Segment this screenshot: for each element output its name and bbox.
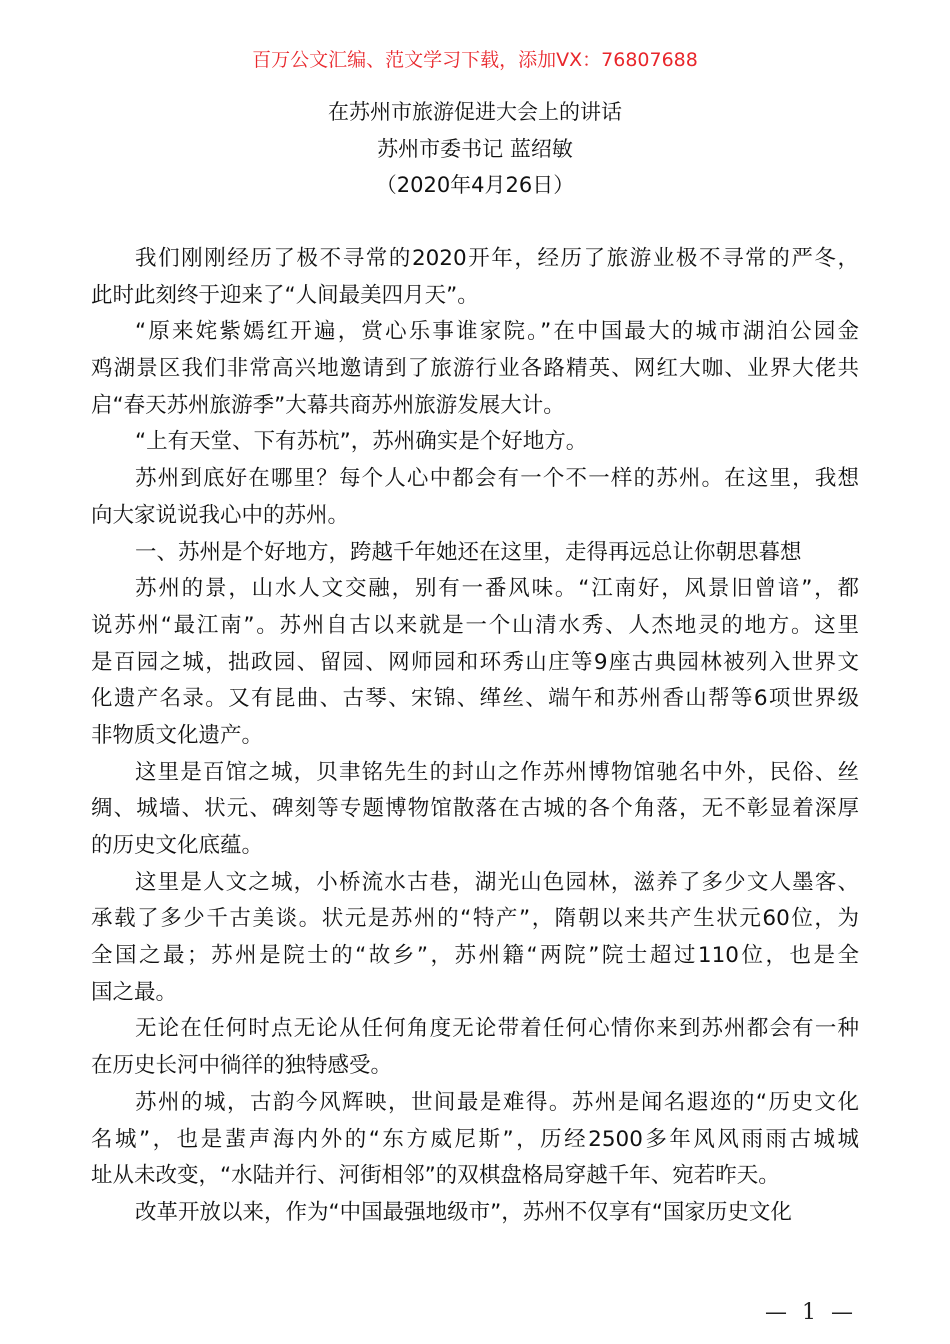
paragraph-line: 非物质文化遗产。 [91,722,264,748]
paragraph [91,424,859,461]
paragraph-line: 一、苏州是个好地方，跨越千年她还在这里，走得再远总让你朝思暮想 [135,539,802,565]
paragraph [91,1011,859,1084]
paragraph-line: 址从未改变，“水陆并行、河街相邻”的双棋盘格局穿越千年、宛若昨天。 [91,1163,780,1189]
paragraph [91,241,859,314]
paragraph-line: 名城”，也是蜚声海内外的“东方威尼斯”，历经2500多年风风雨雨古城城 [91,1126,859,1152]
paragraph-line: 是百园之城，拙政园、留园、网师园和环秀山庄等9座古典园林被列入世界文 [91,649,859,675]
paragraph-line: 此时此刻终于迎来了“人间最美四月天”。 [91,282,479,308]
paragraph-line: 国之最。 [91,979,178,1005]
paragraph-line: 绸、城墙、状元、碑刻等专题博物馆散落在古城的各个角落，无不彰显着深厚 [91,796,859,822]
paragraph [91,314,859,424]
paragraph [91,865,859,1012]
paragraph [91,1195,859,1232]
paragraph [91,1085,859,1195]
paragraph-line: 改革开放以来，作为“中国最强地级市”，苏州不仅享有“国家历史文化 [135,1199,792,1225]
paragraph-line: “原来姹紫嫣红开遍，赏心乐事谁家院。”在中国最大的城市湖泊公园金 [135,319,859,345]
paragraph-line: 无论在任何时点无论从任何角度无论带着任何心情你来到苏州都会有一种 [135,1016,859,1042]
page-number: — 1 — [765,1300,857,1325]
paragraph-line: 鸡湖景区我们非常高兴地邀请到了旅游行业各路精英、网红大咖、业界大佬共 [91,356,859,382]
paragraph-line: 苏州到底好在哪里？每个人心中都会有一个不一样的苏州。在这里，我想 [135,466,859,492]
paragraph-line: 在历史长河中徜徉的独特感受。 [91,1053,393,1079]
document-date: （2020年4月26日） [375,173,575,197]
paragraph-line: 这里是百馆之城，贝聿铭先生的封山之作苏州博物馆驰名中外，民俗、丝 [135,759,859,785]
paragraph-line: 承载了多少千古美谈。状元是苏州的“特产”，隋朝以来共产生状元60位，为 [91,906,859,932]
paragraph-line: 启“春天苏州旅游季”大幕共商苏州旅游发展大计。 [91,392,565,418]
paragraph-line: 苏州的城，古韵今风辉映，世间最是难得。苏州是闻名遐迩的“历史文化 [135,1089,859,1115]
paragraph-line: 苏州的景，山水人文交融，别有一番风味。“江南好，风景旧曾谙”，都 [135,576,859,602]
paragraph-line: 这里是人文之城，小桥流水古巷，湖光山色园林，滋养了多少文人墨客、 [135,869,859,895]
paragraph-line: 化遗产名录。又有昆曲、古琴、宋锦、缂丝、端午和苏州香山帮等6项世界级 [91,686,859,712]
paragraph-line: 的历史文化底蕴。 [91,833,264,858]
paragraph [91,571,859,754]
paragraph-line: 向大家说说我心中的苏州。 [91,502,350,528]
document-title: 在苏州市旅游促进大会上的讲话 [328,100,622,124]
paragraph-line: 我们刚刚经历了极不寻常的2020开年，经历了旅游业极不寻常的严冬， [135,246,859,271]
paragraph [91,755,859,865]
paragraph [91,535,859,572]
paragraph-line: “上有天堂、下有苏杭”，苏州确实是个好地方。 [135,429,588,455]
paragraph-line: 全国之最；苏州是院士的“故乡”，苏州籍“两院”院士超过110位，也是全 [91,943,859,969]
document-author: 苏州市委书记 蓝绍敏 [377,137,573,161]
watermark-banner: 百万公文汇编、范文学习下载，添加VX：76807688 [252,49,698,71]
paragraph-line: 说苏州“最江南”。苏州自古以来就是一个山清水秀、人杰地灵的地方。这里 [91,612,859,638]
document-body [91,241,859,1232]
paragraph [91,461,859,534]
